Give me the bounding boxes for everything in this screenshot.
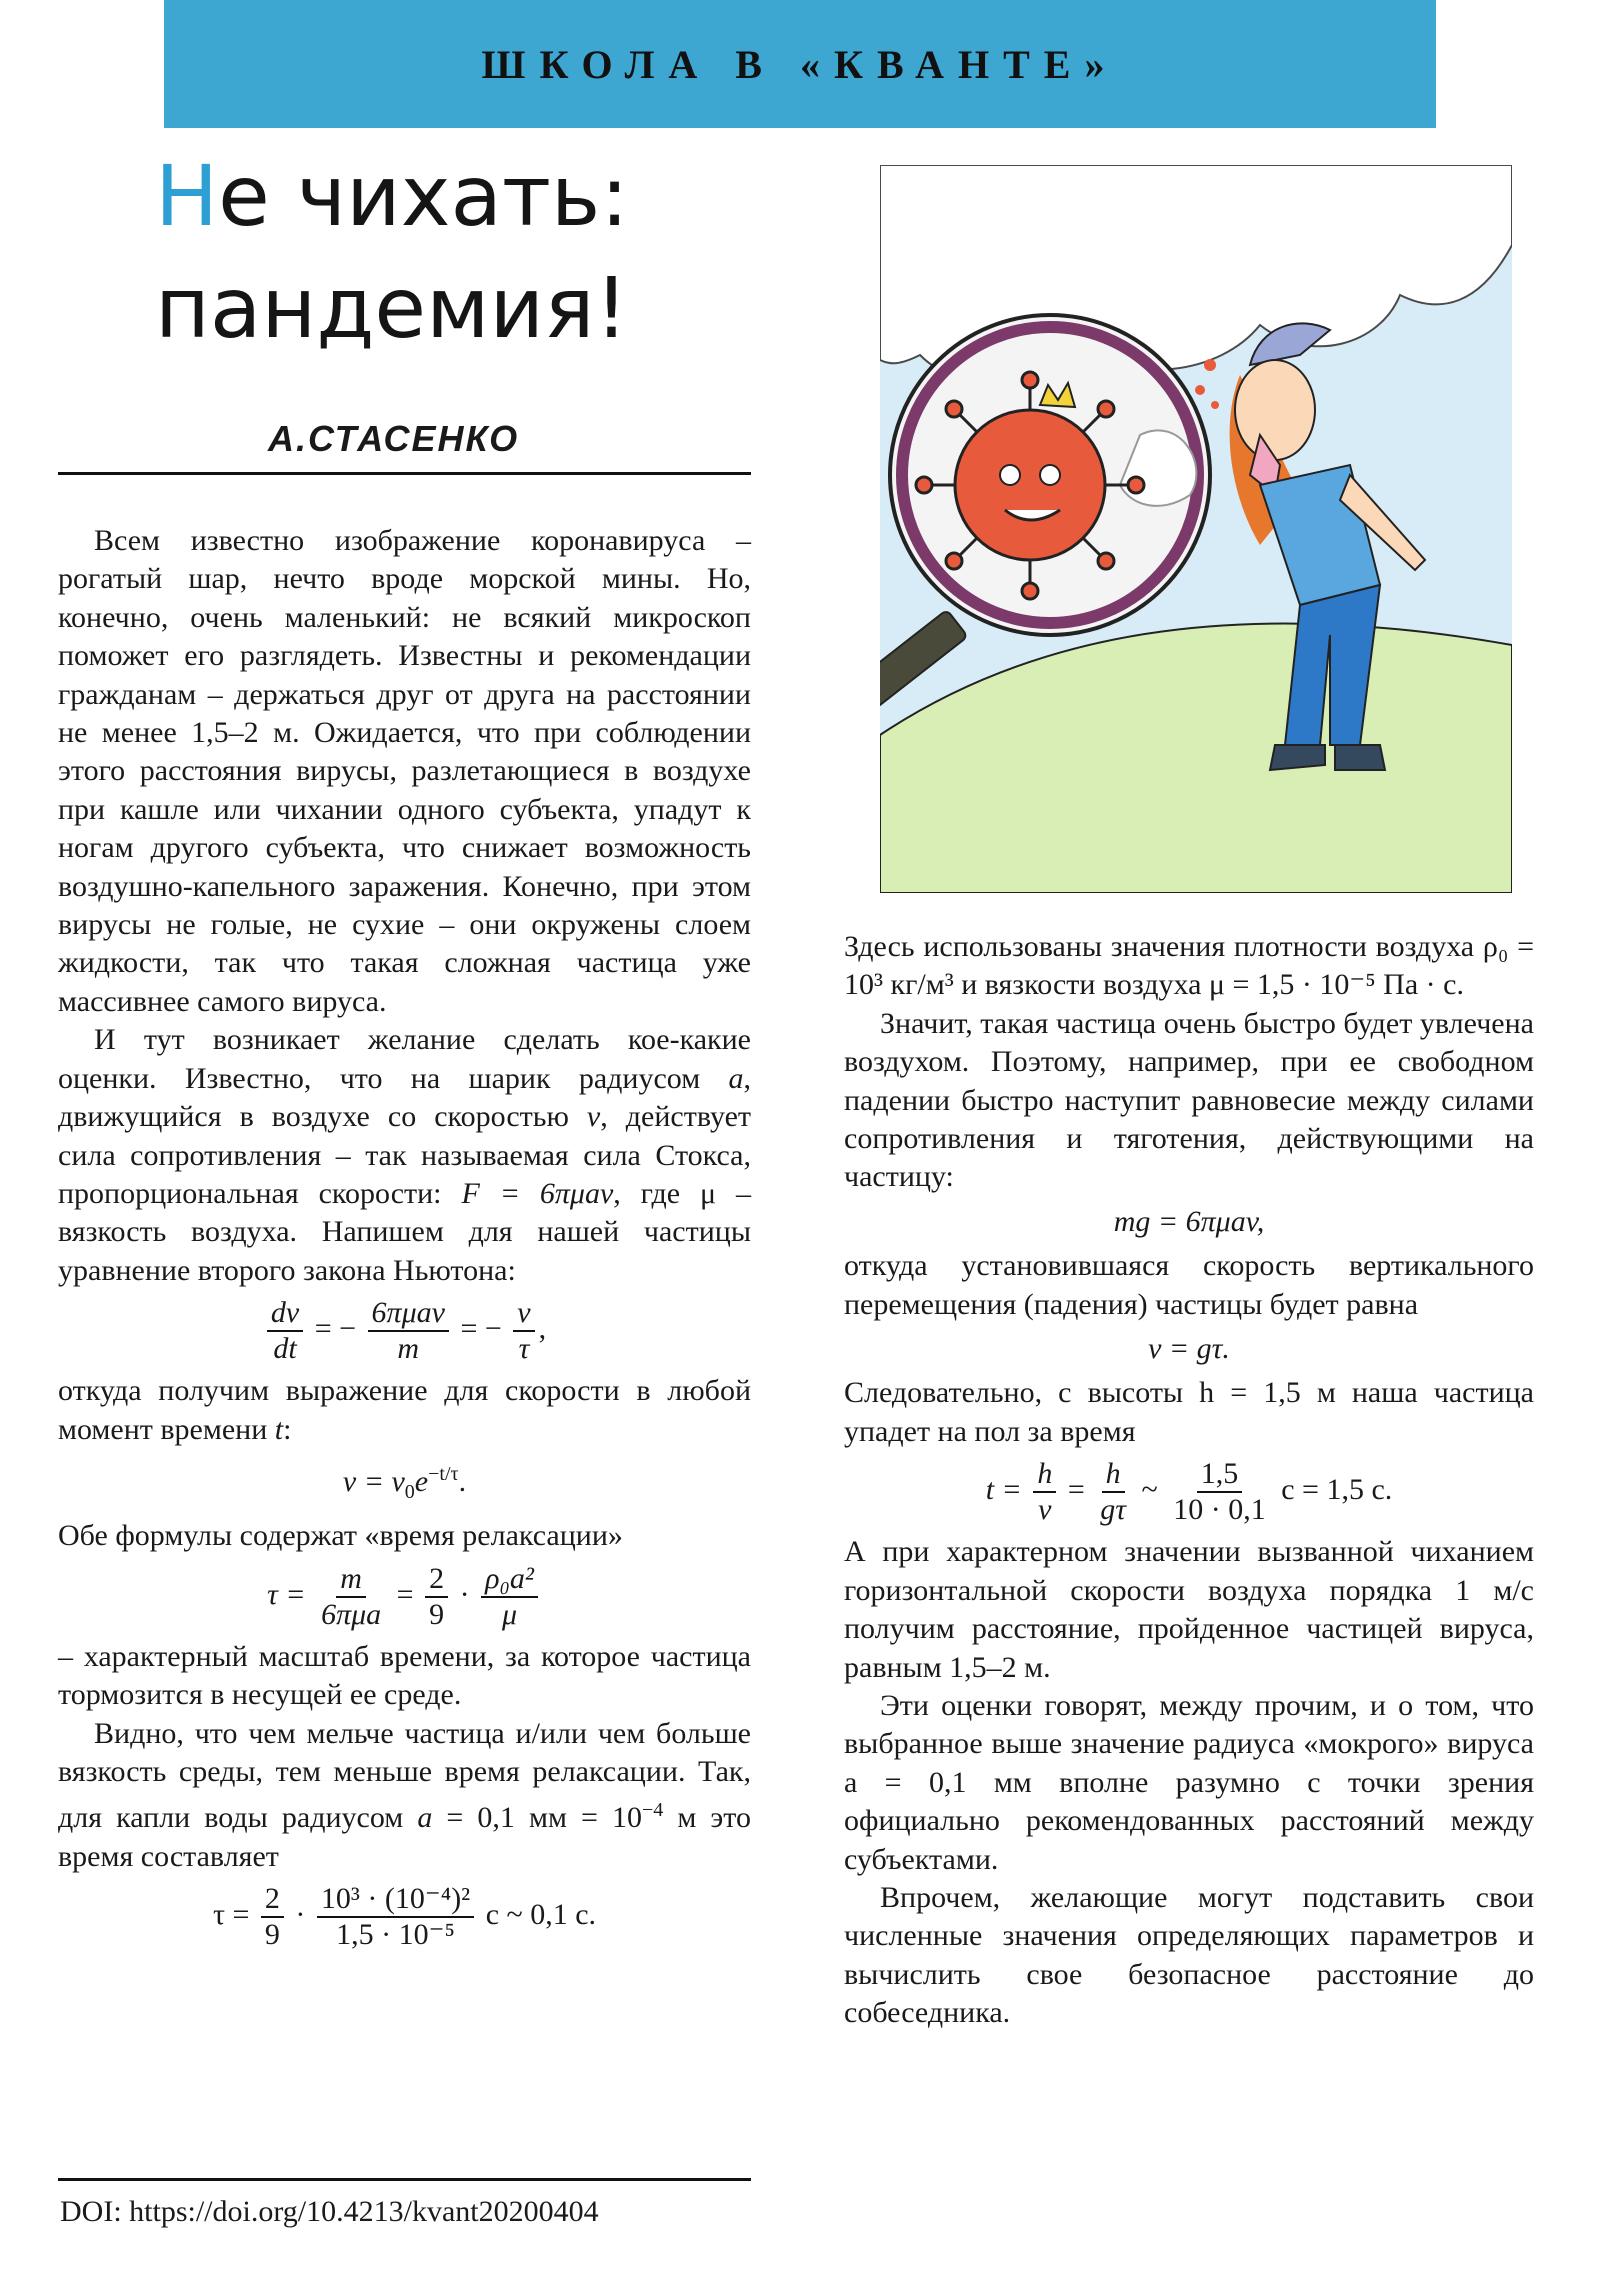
right-paragraph-3: откуда установившаяся скорость вертикального перемещения (падения) частицы будет равна: [844, 1249, 1534, 1321]
formula-velocity: $v = v_0e^{-t/\tau}$.: [342, 1462, 467, 1503]
divider-top: [58, 472, 751, 475]
section-title: ШКОЛА В «КВАНТЕ»: [481, 41, 1119, 87]
right-paragraph-6: Эти оценки говорят, между прочим, и о том, что выбранное выше значение радиуса «мокрого» вируса a = 0,1 мм вполне разумно с точки зрения официально рекомендованных расстояний между субъектами.: [844, 1688, 1534, 1876]
left-paragraph-6: Видно, что чем мельче частица и/или чем больше вязкость среды, тем меньше время релаксации. Так, для капли воды радиусом a = 0,1 мм = $10^{-4}$ м это время составляет: [58, 1716, 752, 1873]
title-line2: пандемия!: [155, 259, 629, 357]
right-paragraph-1: Здесь использованы значения плотности воздуха ρ₀ = 10³ кг/м³ и вязкости воздуха μ = 1,5 · 10⁻⁵ Па · с.: [844, 930, 1534, 1002]
virus-icon: [955, 410, 1105, 560]
left-column: [58, 522, 751, 1958]
formula-fall-time: t = $\frac{h}{v}$ = $\frac{h}{g\tau}$ ~ $\frac{1,5}{10 \cdot 0,1}$ с = 1,5 с.: [985, 1457, 1393, 1527]
left-paragraph-4: Обе формулы содержат «время релаксации»: [58, 1519, 623, 1553]
right-column: [844, 928, 1534, 2033]
left-paragraph-5: – характерный масштаб времени, за которое частица тормозится в несущей ее среде.: [58, 1639, 751, 1712]
left-paragraph-2: И тут возникает желание сделать кое-какие оценки. Известно, что на шарик радиусом a, движущийся в воздухе со скоростью v, действует сила сопротивления – так называемая сила Стокса, пропорциональная скорости: F = 6πμav, где μ – вязкость воздуха. Напишем для нашей частицы уравнение второго закона Ньютона:: [58, 1023, 752, 1287]
left-paragraph-3: откуда получим выражение для скорости в любой момент времени t:: [58, 1374, 751, 1446]
section-banner: [164, 0, 1436, 128]
illustration: [880, 165, 1512, 893]
formula-terminal-velocity: v = gτ.: [1148, 1332, 1230, 1366]
formula-newton: $\frac{dv}{dt}$ = − $\frac{\text{6πμav}}{m}$ = − $\frac{v}{\tau}$ ,: [58, 1296, 751, 1366]
sneezing-girl-illustration: [880, 165, 1512, 893]
title-line1: е чихать:: [218, 147, 629, 245]
right-paragraph-5: А при характерном значении вызванной чиханием горизонтальной скорости воздуха порядка 1 м/с получим расстояние, пройденное частицей вируса, равным 1,5–2 м.: [844, 1535, 1534, 1684]
author: А.СТАСЕНКО: [268, 418, 520, 459]
right-paragraph-7: Впрочем, желающие могут подставить свои численные значения определяющих параметров и вычислить свое безопасное расстояние до собеседника.: [844, 1880, 1534, 2030]
article-title: [155, 140, 775, 364]
right-paragraph-4: Следовательно, с высоты h = 1,5 м наша частица упадет на пол за время: [844, 1376, 1534, 1448]
left-paragraph-1: Всем известно изображение коронавируса – рогатый шар, нечто вроде морской мины. Но, конечно, очень маленький: не всякий микроскоп поможет его разглядеть. Известны и рекомендации гражданам – держаться друг от друга на расстоянии не менее 1,5–2 м. Ожидается, что при соблюдении этого расстояния вирусы, разлетающиеся в воздухе при кашле или чихании одного субъекта, упадут к ногам другого субъекта, что снижает возможность воздушно-капельного заражения. Конечно, при этом вирусы не голые, не сухие – они окружены слоем жидкости, так что такая сложная частица уже массивнее самого вируса.: [58, 524, 751, 1018]
formula-tau-value: τ = $\frac{2}{9}$ · $\frac{\text{10³ · (10⁻⁴)²}}{\text{1,5 · 10⁻⁵}}$ с ~ 0,1 с.: [212, 1882, 597, 1952]
divider-bottom: [58, 2178, 751, 2181]
right-paragraph-2: Значит, такая частица очень быстро будет увлечена воздухом. Поэтому, например, при ее свободном падении быстро наступит равновесие между силами сопротивления и тяготения, действующими на частицу:: [844, 1006, 1534, 1194]
doi-link[interactable]: DOI: https://doi.org/10.4213/kvant20200404: [60, 2195, 599, 2228]
formula-equilibrium: mg = 6πμav,: [1113, 1204, 1265, 1238]
title-initial: Н: [155, 147, 219, 245]
formula-relaxation: τ = $\frac{m}{\text{6πμa}}$ = $\frac{2}{9}$ · $\frac{\text{ρ₀a²}}{\mu}$: [58, 1562, 751, 1632]
